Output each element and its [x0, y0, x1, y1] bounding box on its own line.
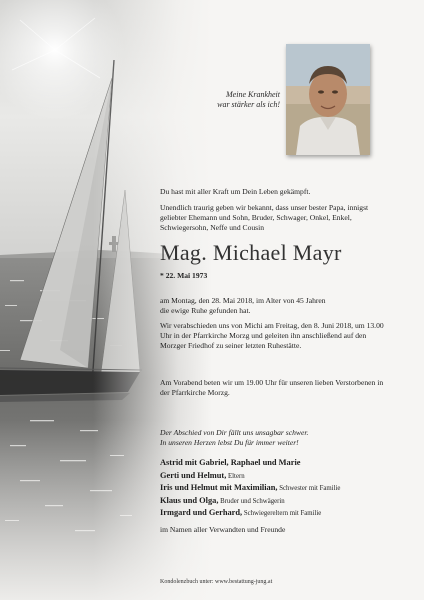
mourner-entry	[160, 507, 400, 520]
death-age: 45 Jahren	[296, 296, 326, 305]
intro-text-1: Du hast mit aller Kraft um Dein Leben gekämpft.	[160, 187, 311, 196]
farewell-verse	[160, 428, 308, 448]
rosary-text: Am Vorabend beten wir um 19.00 Uhr für unseren lieben Verstorbenen in der Pfarrkirche Morzg.	[160, 378, 384, 398]
mourner-relation: Schwiegereltern mit Familie	[242, 510, 322, 518]
mourner-relation: Schwester mit Familie	[277, 485, 341, 493]
portrait-photo	[286, 44, 370, 155]
rosary-info	[160, 378, 390, 398]
mourner-relation: Eltern	[226, 472, 245, 480]
farewell-line-2: In unseren Herzen lebst Du für immer weiter!	[160, 438, 299, 448]
quote	[150, 90, 280, 110]
mourner-relation: Bruder und Schwägerin	[218, 497, 285, 505]
mourner-entry	[160, 470, 400, 483]
birth-date: * 22. Mai 1973	[160, 271, 208, 280]
intro-text-2: Unendlich traurig geben wir bekannt, dass unser bester Papa, innigst geliebter Ehemann und Sohn, Bruder, Schwager, Onkel, Enkel, Schwiegersohn, Neffe und Cousin	[160, 203, 369, 233]
quote-line-2: war stärker als ich!	[217, 100, 280, 109]
funeral-info	[160, 321, 390, 352]
mourner-name: Irmgard und Gerhard,	[160, 508, 243, 518]
death-text-pre: am Montag, den 28. Mai 2018, im Alter von	[160, 296, 297, 305]
deceased-name: Mag. Michael Mayr	[160, 240, 342, 265]
mourner-name: Gerti und Helmut,	[160, 470, 227, 480]
death-text-post: die ewige Ruhe gefunden hat.	[160, 306, 251, 316]
mourner-entry	[160, 482, 400, 495]
mourner-name: Klaus und Olga,	[160, 495, 219, 505]
mourner-entry	[160, 495, 400, 508]
mourner-name: Iris und Helmut mit Maximilian,	[160, 483, 278, 493]
announcement	[160, 203, 390, 234]
farewell-line-1: Der Abschied von Dir fällt uns unsagbar schwer.	[160, 428, 309, 437]
mourner-name: Astrid mit Gabriel, Raphael und Marie	[160, 458, 301, 467]
quote-line-1: Meine Krankheit	[226, 90, 280, 99]
funeral-text: Wir verabschieden uns von Michi am Freitag, den 8. Juni 2018, um 13.00 Uhr in der Pfarrkirche Morzg und geleiten ihn anschließend auf den Morzger Friedhof zu seiner letzten Ruhestätte.	[160, 321, 384, 351]
death-notice	[160, 296, 390, 316]
condolence-book-link[interactable]: Kondolenzbuch unter: www.bestattung-jung.at	[160, 579, 273, 585]
mourner-entry	[160, 457, 400, 470]
mourners-list	[160, 457, 400, 520]
family-line: im Namen aller Verwandten und Freunde	[160, 525, 286, 534]
intro-line	[160, 187, 390, 197]
